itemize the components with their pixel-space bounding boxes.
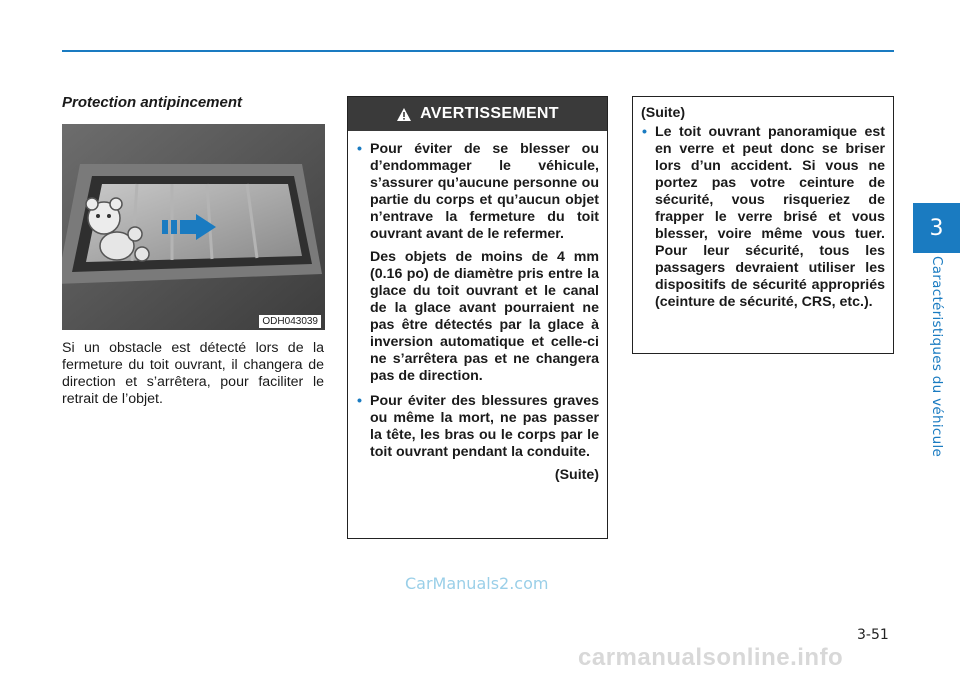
warning-title: AVERTISSEMENT (420, 105, 559, 122)
continuation-header: (Suite) (641, 105, 686, 121)
continued-label: (Suite) (554, 467, 599, 483)
warning-triangle-icon (396, 107, 412, 122)
warning-bullet-1-paragraph-2: Des objets de moins de 4 mm (0.16 po) de diamètre pris entre la glace du toit ouvrant et le canal de la glace avant pourraient ne pas être détectés par la glace à inversion automatique et celle-ci ne s’arrêtera pas et ne changera pas de direction. (370, 249, 599, 384)
top-rule (62, 50, 894, 52)
sunroof-drawing (62, 124, 325, 330)
warning-box (347, 96, 608, 539)
body-paragraph: Si un obstacle est détecté lors de la fermeture du toit ouvrant, il changera de direction et s’arrêtera, pour faciliter le retrait de l’objet. (62, 340, 324, 407)
chapter-tab (913, 203, 960, 253)
chapter-title: Caractéristiques du véhicule (929, 256, 945, 458)
warning-header (348, 97, 607, 131)
site-watermark: CarManuals2.com (405, 574, 549, 593)
warning-bullet-1: • Pour éviter de se blesser ou d’endommager le véhicule, s’assurer qu’aucune personne ou partie du corps et qu’aucun objet n’entrave la fermeture du toit ouvrant avant de le refermer. (356, 141, 599, 243)
warning-bullet-2: • Pour éviter des blessures graves ou même la mort, ne pas passer la tête, les bras ou le corps par le toit ouvrant pendant la conduite. (356, 393, 599, 461)
page-number: 3-51 (857, 627, 889, 643)
footer-watermark: carmanualsonline.info (578, 644, 844, 671)
chapter-number: 3 (929, 215, 944, 241)
sunroof-illustration (62, 124, 325, 330)
figure-code: ODH043039 (259, 315, 321, 328)
continuation-bullet: • Le toit ouvrant panoramique est en verre et peut donc se briser lors d’un accident. Si vous ne portez pas votre ceinture de sécurité, vous risqueriez de frapper le verre brisé et vous blesser, voire même vous tuer. Pour leur sécurité, tous les passagers devraient utiliser les dispositifs de sécurité appropriés (ceinture de sécurité, CRS, etc.). (641, 124, 885, 311)
section-title: Protection antipincement (62, 94, 243, 111)
continuation-box (632, 96, 894, 354)
